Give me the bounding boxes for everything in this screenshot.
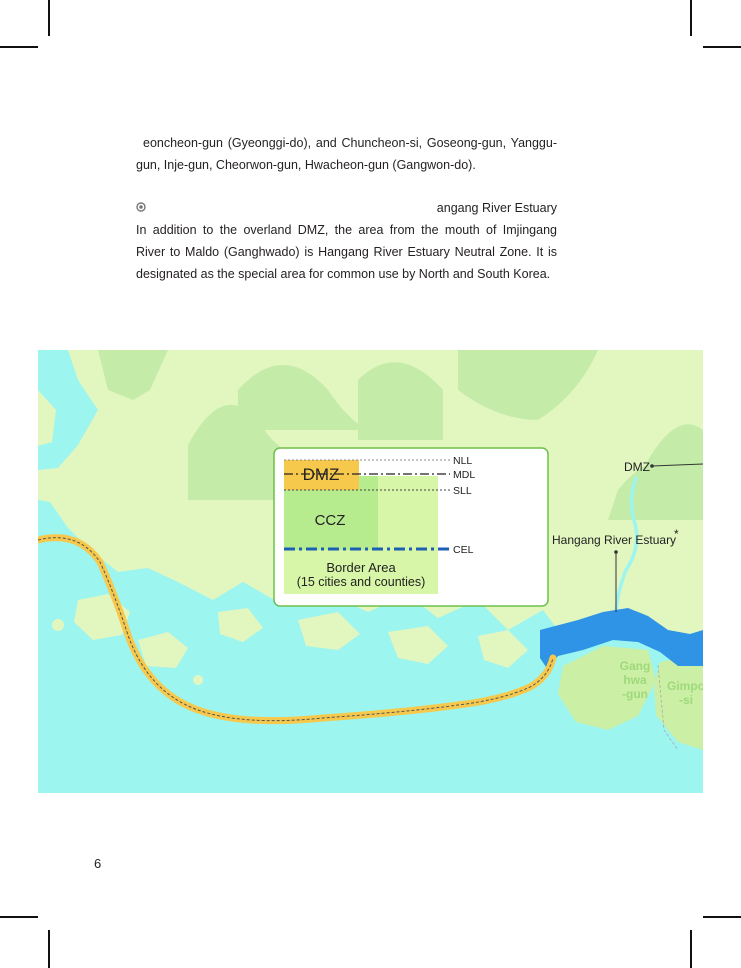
paragraph-line: gun, Inje-gun, Cheorwon-gun, Hwacheon-gun (Gangwon-do). <box>136 158 476 172</box>
section-heading-text: angang River Estuary <box>436 201 557 215</box>
section-heading <box>136 197 557 219</box>
crop-mark <box>690 930 692 968</box>
paragraph-line: eoncheon-gun (Gyeonggi-do), and Chuncheon-si, Goseong-gun, Yanggu- <box>143 136 557 150</box>
dmz-pointer-dot <box>650 464 654 468</box>
legend-border-area-label: Border Area <box>326 560 396 575</box>
crop-mark <box>48 930 50 968</box>
crop-mark <box>0 916 38 918</box>
estuary-paragraph <box>136 219 557 285</box>
map-canvas <box>38 350 703 793</box>
estuary-asterisk: * <box>674 527 679 541</box>
gimpo-label: Gimpo <box>667 679 703 693</box>
legend-ccz-label: CCZ <box>314 512 346 529</box>
page-number: 6 <box>94 856 102 871</box>
legend-mdl-label: MDL <box>453 469 476 481</box>
legend-cel-label: CEL <box>453 544 474 556</box>
island <box>52 619 64 631</box>
border-map <box>38 350 703 793</box>
legend-sll-label: SLL <box>453 485 472 497</box>
crop-mark <box>0 46 38 48</box>
ganghwa-label: Gang <box>619 659 651 673</box>
island <box>193 675 203 685</box>
legend-border-area-sublabel: (15 cities and counties) <box>296 575 426 589</box>
paragraph-line: In addition to the overland DMZ, the area from the mouth of Imjingang <box>136 223 557 237</box>
estuary-label: Hangang River Estuary <box>552 533 677 547</box>
intro-paragraph <box>136 132 557 176</box>
gimpo-label: -si <box>678 693 694 707</box>
crop-mark <box>703 916 741 918</box>
crop-mark <box>690 0 692 36</box>
legend-dmz-label: DMZ <box>302 465 340 484</box>
bullet-icon <box>136 202 146 212</box>
crop-mark <box>703 46 741 48</box>
paragraph-line: River to Maldo (Ganghwado) is Hangang River Estuary Neutral Zone. It is <box>136 245 557 259</box>
estuary-pointer-dot <box>614 550 618 554</box>
ganghwa-label: -gun <box>622 687 648 701</box>
map-legend <box>274 448 548 606</box>
legend-nll-label: NLL <box>453 455 473 467</box>
ganghwa-label: hwa <box>623 673 647 687</box>
dmz-map-label: DMZ <box>624 460 650 474</box>
crop-mark <box>48 0 50 36</box>
paragraph-line: designated as the special area for common use by North and South Korea. <box>136 267 551 281</box>
